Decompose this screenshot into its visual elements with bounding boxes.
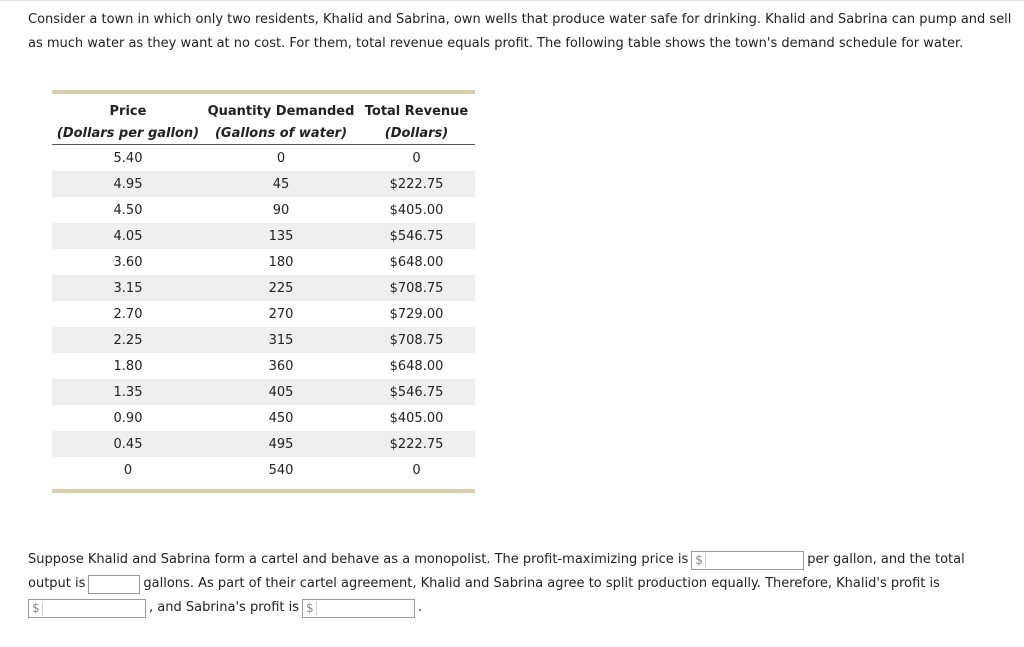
dollar-sign-label: $: [692, 553, 706, 568]
table-row: [52, 327, 475, 353]
question-text-6: .: [418, 600, 423, 615]
table-row: [52, 171, 475, 197]
table-row: [52, 431, 475, 457]
price-cell: 4.50: [113, 202, 143, 218]
table-row: [52, 301, 475, 327]
price-cell: 2.70: [113, 306, 143, 322]
header-quantity-unit: (Gallons of water): [204, 122, 358, 145]
table-bottom-bar: [52, 489, 475, 493]
output-answer-field[interactable]: [88, 575, 140, 594]
table-row: [52, 457, 475, 483]
price-cell: 0: [123, 462, 133, 478]
demand-schedule-table: [52, 90, 475, 493]
price-answer-field[interactable]: [691, 551, 804, 570]
revenue-cell: $222.75: [358, 171, 475, 197]
price-cell: 0.90: [113, 410, 143, 426]
quantity-cell: 360: [268, 358, 294, 374]
quantity-cell: 315: [204, 327, 358, 353]
table-row: [52, 275, 475, 301]
quantity-cell: 405: [204, 379, 358, 405]
table-row: [52, 379, 475, 405]
header-revenue-unit: (Dollars): [358, 122, 475, 145]
revenue-cell: $222.75: [358, 431, 475, 457]
revenue-cell: $648.00: [389, 254, 444, 270]
header-revenue: Total Revenue: [364, 103, 469, 119]
question-text-5: , and Sabrina's profit is: [149, 600, 300, 615]
khalid-profit-input[interactable]: [43, 601, 146, 616]
price-input[interactable]: [706, 553, 804, 568]
revenue-cell: $708.75: [358, 327, 475, 353]
table-row: [52, 223, 475, 249]
sabrina-profit-answer-field[interactable]: [302, 599, 415, 618]
output-input[interactable]: [89, 577, 139, 592]
revenue-cell: $648.00: [389, 358, 444, 374]
table-row: [52, 197, 475, 223]
quantity-cell: 0: [276, 150, 286, 166]
question-text-3: output is: [28, 576, 86, 591]
header-price-unit: (Dollars per gallon): [52, 122, 204, 145]
quantity-cell: 450: [268, 410, 294, 426]
price-cell: 3.60: [113, 254, 143, 270]
question-text-2: per gallon, and the total: [807, 552, 965, 567]
dollar-sign-label: $: [303, 601, 317, 616]
top-divider: [0, 0, 1024, 1]
quantity-cell: 225: [204, 275, 358, 301]
table-row: [52, 405, 475, 431]
quantity-cell: 495: [204, 431, 358, 457]
khalid-profit-answer-field[interactable]: [28, 599, 146, 618]
revenue-cell: $405.00: [389, 202, 444, 218]
price-cell: 0.45: [52, 431, 204, 457]
header-price: Price: [109, 103, 147, 119]
price-cell: 4.95: [52, 171, 204, 197]
question-text-1: Suppose Khalid and Sabrina form a cartel and behave as a monopolist. The profit-maximizing price is: [28, 552, 689, 567]
quantity-cell: 270: [268, 306, 294, 322]
revenue-cell: 0: [412, 462, 421, 478]
table-row: [52, 353, 475, 379]
quantity-cell: 135: [204, 223, 358, 249]
price-cell: 2.25: [52, 327, 204, 353]
price-cell: 4.05: [52, 223, 204, 249]
dollar-sign-label: $: [29, 601, 43, 616]
revenue-cell: $729.00: [389, 306, 444, 322]
revenue-cell: $546.75: [358, 223, 475, 249]
quantity-cell: 45: [204, 171, 358, 197]
price-cell: 5.40: [113, 150, 143, 166]
revenue-cell: 0: [412, 150, 421, 166]
table-row: [52, 145, 475, 172]
quantity-cell: 90: [272, 202, 290, 218]
table-row: [52, 249, 475, 275]
quantity-cell: 180: [268, 254, 294, 270]
intro-line-1: Consider a town in which only two residents, Khalid and Sabrina, own wells that produce water safe for drinking. Khalid and Sabrina can pump and sell: [28, 12, 1012, 27]
quantity-cell: 540: [268, 462, 294, 478]
revenue-cell: $708.75: [358, 275, 475, 301]
price-cell: 1.35: [52, 379, 204, 405]
sabrina-profit-input[interactable]: [317, 601, 415, 616]
price-cell: 3.15: [52, 275, 204, 301]
question-text-4: gallons. As part of their cartel agreement, Khalid and Sabrina agree to split production equally. Therefore, Khalid's profit is: [143, 576, 940, 591]
price-cell: 1.80: [113, 358, 143, 374]
question-paragraph: [28, 548, 1008, 620]
revenue-cell: $546.75: [358, 379, 475, 405]
header-quantity: Quantity Demanded: [207, 103, 355, 119]
intro-line-2: as much water as they want at no cost. For them, total revenue equals profit. The following table shows the town's demand schedule for water.: [28, 36, 964, 51]
revenue-cell: $405.00: [389, 410, 444, 426]
intro-paragraph: [28, 8, 1012, 56]
